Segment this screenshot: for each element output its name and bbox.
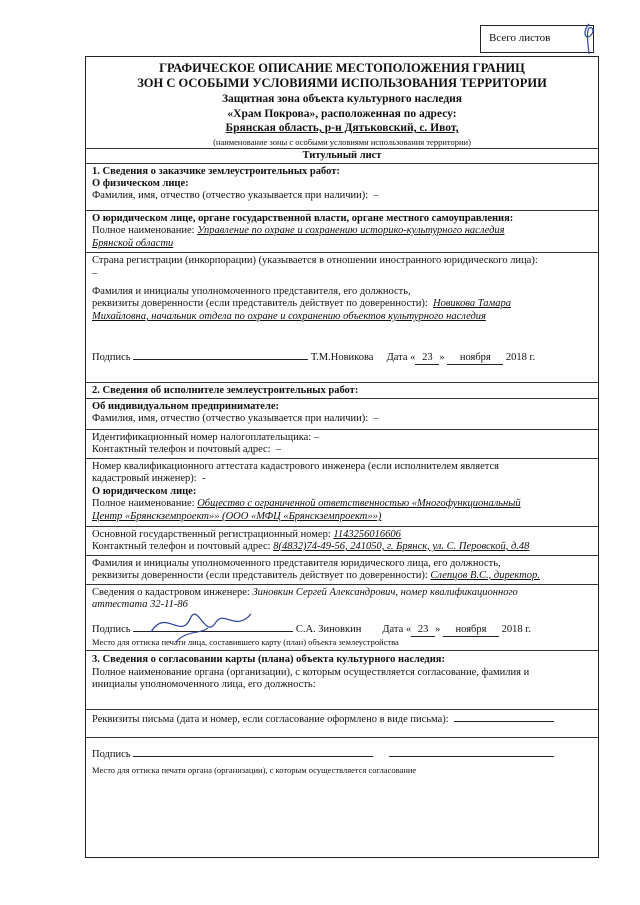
section1-signature-row: Подпись Т.М.Новикова Дата « 23 » ноября 2018 г. — [92, 352, 536, 363]
section1-individual-heading: О физическом лице: — [92, 178, 189, 189]
doc-subtitle-line2: «Храм Покрова», расположенная по адресу: — [227, 108, 457, 120]
section2-ip-heading: Об индивидуальном предпринимателе: — [92, 401, 279, 412]
title-sheet-label: Титульный лист — [302, 150, 382, 161]
section1-heading: 1. Сведения о заказчике землеустроительных работ: — [92, 166, 340, 177]
doc-header-note: (наименование зоны с особыми условиями использования территории) — [213, 137, 471, 147]
section2-full-name-line2: Центр «Брянскземпроект»» (ООО «МФЦ «Брянскземпроект»») — [92, 511, 382, 522]
section2-full-name: Полное наименование: Общество с ограниченной ответственностью «Многофункциональный — [92, 498, 521, 509]
section1-legal-heading: О юридическом лице, органе государственной власти, органе местного самоуправления: — [92, 213, 514, 224]
section2-heading: 2. Сведения об исполнителе землеустроительных работ: — [92, 385, 359, 396]
section2-contact: Контактный телефон и почтовый адрес: – — [92, 444, 282, 455]
section1-full-name: Полное наименование: Управление по охране и сохранению историко-культурного наследия — [92, 225, 505, 236]
section2-stamp-note: Место для оттиска печати лица, составившего карту (план) объекта землеустройства — [92, 637, 399, 647]
section3-label-line1: Полное наименование органа (организации), с которым осуществляется согласование, фамилия и — [92, 667, 530, 678]
section2-rep-label-line1: Фамилия и инициалы уполномоченного представителя юридического лица, его должность, — [92, 558, 501, 569]
doc-title-line1: ГРАФИЧЕСКОЕ ОПИСАНИЕ МЕСТОПОЛОЖЕНИЯ ГРАНИЦ — [159, 61, 525, 75]
doc-title-line2: ЗОН С ОСОБЫМИ УСЛОВИЯМИ ИСПОЛЬЗОВАНИЯ ТЕРРИТОРИИ — [137, 76, 547, 90]
section2-rep-line2: реквизиты доверенности (если представитель действует по доверенности): Слепцов В.С., директор. — [92, 570, 540, 581]
section3-signature-row: Подпись — [92, 749, 554, 761]
sheets-total-label: Всего листов — [489, 32, 551, 44]
sheets-total-box — [480, 25, 594, 53]
section3-letter-row: Реквизиты письма (дата и номер, если согласование оформлено в виде письма): — [92, 714, 554, 726]
section3-label-line2: инициалы уполномоченного лица, его должность: — [92, 679, 316, 690]
section2-contact2: Контактный телефон и почтовый адрес: 8(4832)74-49-56, 241050, г. Брянск, ул. С. Перовской, д.48 — [92, 541, 530, 552]
section1-country-label: Страна регистрации (инкорпорации) (указывается в отношении иностранного юридического лица): — [92, 255, 538, 266]
section2-ip-name: Фамилия, имя, отчество (отчество указывается при наличии): – — [92, 413, 379, 424]
section2-signature-row: Подпись С.А. Зиновкин Дата « 23 » ноября 2018 г. — [92, 624, 532, 635]
document-frame — [85, 56, 599, 858]
section1-rep-line2: реквизиты доверенности (если представитель действует по доверенности): Новикова Тамара — [92, 298, 511, 309]
section2-cert-line2: кадастровый инженер): - — [92, 473, 206, 484]
section3-stamp-note: Место для оттиска печати органа (организации), с которым осуществляется согласование — [92, 765, 417, 775]
section3-heading: 3. Сведения о согласовании карты (плана) объекта культурного наследия: — [92, 654, 445, 665]
section2-cert-label-line1: Номер квалификационного аттестата кадастрового инженера (если исполнителем является — [92, 461, 499, 472]
section2-engineer-line2: аттестата 32-11-86 — [92, 599, 188, 610]
section1-rep-label-line1: Фамилия и инициалы уполномоченного представителя, его должность, — [92, 286, 411, 297]
section2-ogrn: Основной государственный регистрационный номер: 1143256016606 — [92, 529, 401, 540]
section2-legal-heading: О юридическом лице: — [92, 486, 197, 497]
doc-subtitle-line1: Защитная зона объекта культурного наследия — [221, 93, 463, 105]
section1-full-name-line2: Брянской области — [92, 238, 174, 249]
doc-address: Брянская область, р-н Дятьковский, с. Ивот, — [225, 122, 459, 134]
sheets-total-handwritten-value — [581, 20, 597, 56]
section1-country-value: – — [92, 268, 98, 279]
section1-rep-value-line2: Михайловна, начальник отдела по охране и сохранению объектов культурного наследия — [92, 311, 486, 322]
section2-inn: Идентификационный номер налогоплательщика: – — [92, 432, 320, 443]
section1-individual-name: Фамилия, имя, отчество (отчество указывается при наличии): – — [92, 190, 379, 201]
section2-engineer: Сведения о кадастровом инженере: Зиновкин Сергей Александрович, номер квалификационного — [92, 587, 518, 598]
handwritten-signature-icon — [146, 602, 256, 647]
